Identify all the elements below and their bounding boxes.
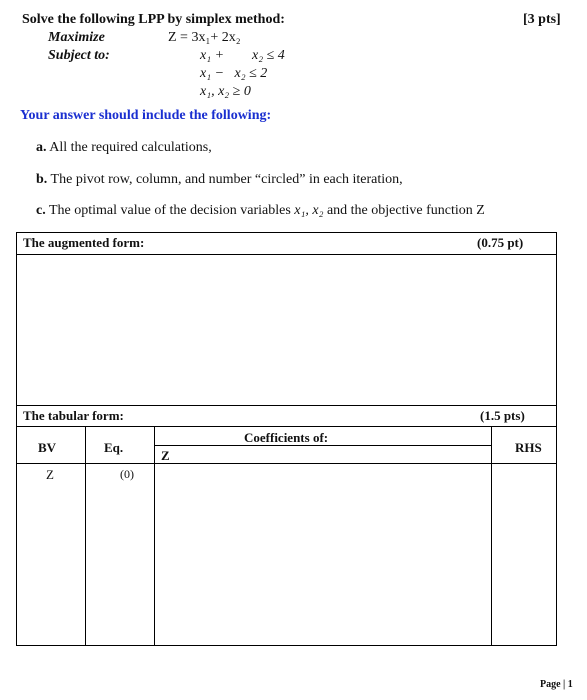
instruction-a-label: a. bbox=[36, 140, 47, 155]
objective-function: Z = 3x₁+ 2x₂ bbox=[168, 30, 241, 45]
constraint-2: x₁ − x₂ ≤ 2 bbox=[200, 66, 268, 81]
table-header-divider bbox=[16, 463, 557, 464]
col-divider-eq-z bbox=[154, 426, 155, 646]
instruction-a-text: All the required calculations, bbox=[49, 140, 212, 155]
instruction-b-text: The pivot row, column, and number “circled” in each iteration, bbox=[50, 172, 403, 187]
instruction-c-text-pre: The optimal value of the decision variables bbox=[48, 203, 291, 218]
augmented-form-label: The augmented form: bbox=[23, 235, 145, 250]
tabular-form-label: The tabular form: bbox=[23, 408, 124, 423]
subject-to-label: Subject to: bbox=[48, 48, 110, 63]
augmented-header-divider bbox=[17, 254, 556, 255]
instruction-c-label: c. bbox=[36, 203, 46, 218]
augmented-form-box[interactable] bbox=[16, 232, 557, 406]
col-header-eq: Eq. bbox=[104, 440, 124, 455]
col-divider-coeff-rhs bbox=[491, 426, 492, 646]
page-number-text: Page | 1 bbox=[540, 679, 573, 690]
row-z-bv: Z bbox=[46, 467, 54, 482]
instruction-a bbox=[36, 140, 212, 156]
nonnegativity-constraint: x₁, x₂ ≥ 0 bbox=[200, 84, 251, 99]
instruction-b-label: b. bbox=[36, 172, 48, 187]
col-header-z: Z bbox=[161, 448, 170, 463]
col-header-bv: BV bbox=[38, 440, 57, 455]
instructions-heading: Your answer should include the following: bbox=[20, 108, 272, 123]
col-header-coefficients: Coefficients of: bbox=[244, 430, 329, 445]
instruction-c-vars: x₁, x₂ bbox=[294, 203, 324, 218]
col-divider-bv-eq bbox=[85, 426, 86, 646]
maximize-label: Maximize bbox=[48, 30, 105, 45]
col-header-rhs: RHS bbox=[515, 440, 542, 455]
instruction-c-text-post: and the objective function Z bbox=[326, 203, 485, 218]
instruction-c bbox=[36, 203, 485, 219]
constraint-1: x₁ + x₂ ≤ 4 bbox=[200, 48, 285, 63]
total-points: [3 pts] bbox=[523, 12, 561, 27]
tabular-form-points: (1.5 pts) bbox=[480, 408, 525, 423]
instruction-b bbox=[36, 172, 403, 188]
row-z-eq: (0) bbox=[120, 467, 134, 481]
simplex-table[interactable] bbox=[16, 426, 557, 646]
problem-title: Solve the following LPP by simplex method: bbox=[22, 12, 285, 27]
augmented-form-points: (0.75 pt) bbox=[477, 235, 524, 250]
page-number bbox=[540, 679, 573, 690]
